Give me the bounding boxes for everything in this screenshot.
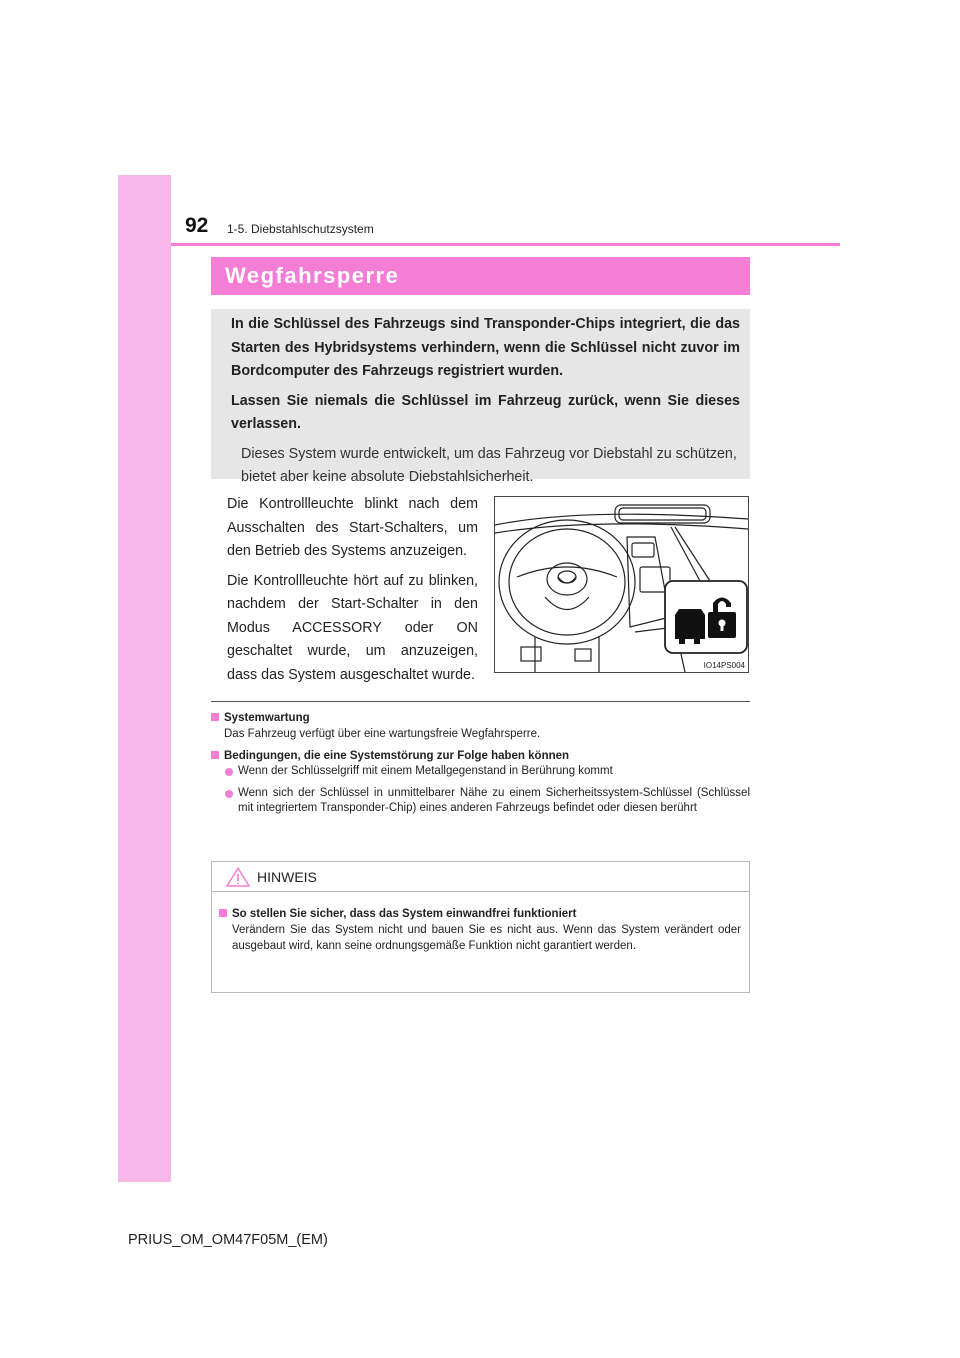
notice-box bbox=[211, 861, 750, 993]
note-heading-1-text: Systemwartung bbox=[224, 712, 310, 724]
note-heading-2 bbox=[211, 748, 750, 764]
circle-bullet-icon bbox=[225, 768, 233, 776]
body-paragraph-1: Die Kontrollleuchte blinkt nach dem Ausschalten des Start-Schalters, um den Betrieb des Systems anzuzeigen. bbox=[227, 496, 478, 559]
note-heading-1 bbox=[211, 710, 750, 726]
intro-bold-2: Lassen Sie niemals die Schlüssel im Fahrzeug zurück, wenn Sie dieses verlassen. bbox=[231, 392, 740, 432]
dashboard-drawing bbox=[495, 497, 748, 672]
intro-normal: Dieses System wurde entwickelt, um das Fahrzeug vor Diebstahl zu schützen, bietet aber keine absolute Diebstahlsicherheit. bbox=[241, 445, 737, 485]
header-rule bbox=[171, 243, 840, 246]
circle-bullet-icon bbox=[225, 790, 233, 798]
section-title-bar bbox=[211, 257, 750, 295]
square-bullet-icon bbox=[219, 909, 227, 917]
list-item-text: Wenn sich der Schlüssel in unmittelbarer Nähe zu einem Sicherheitssystem-Schlüssel (Schlüssel mit integriertem Transponder-Chip) eines anderen Fahrzeugs befindet oder diesen berührt bbox=[238, 786, 750, 814]
figure-code: IO14PS004 bbox=[703, 661, 745, 670]
page-number: 92 bbox=[185, 214, 209, 237]
square-bullet-icon bbox=[211, 713, 219, 721]
chapter-heading: 1-5. Diebstahlschutzsystem bbox=[227, 222, 374, 236]
notice-header bbox=[212, 862, 749, 892]
note-text-1: Das Fahrzeug verfügt über eine wartungsfreie Wegfahrsperre. bbox=[224, 728, 541, 740]
notes-section bbox=[211, 710, 750, 823]
dashboard-illustration bbox=[494, 496, 749, 673]
list-item bbox=[211, 786, 750, 817]
body-paragraph-2: Die Kontrollleuchte hört auf zu blinken, nachdem der Start-Schalter in den Modus ACCESSORY oder ON geschaltet wurde, um anzuzeigen, dass das System ausgeschaltet wurde. bbox=[227, 572, 478, 683]
section-title: Wegfahrsperre bbox=[225, 263, 400, 288]
notice-label: HINWEIS bbox=[257, 869, 317, 885]
intro-box bbox=[211, 309, 750, 485]
note-heading-2-text: Bedingungen, die eine Systemstörung zur Folge haben können bbox=[224, 750, 570, 762]
notice-heading bbox=[219, 906, 741, 922]
notice-body bbox=[212, 892, 749, 954]
document-footer: PRIUS_OM_OM47F05M_(EM) bbox=[128, 1232, 328, 1248]
list-item bbox=[211, 764, 750, 780]
warning-triangle-icon bbox=[226, 867, 250, 887]
side-color-band bbox=[118, 175, 171, 1182]
section-divider bbox=[211, 701, 750, 702]
square-bullet-icon bbox=[211, 751, 219, 759]
notice-text: Verändern Sie das System nicht und bauen Sie es nicht aus. Wenn das System verändert oder ausgebaut wird, kann seine ordnungsgemäße Funktion nicht garantiert werden. bbox=[232, 924, 741, 952]
body-text bbox=[227, 493, 478, 693]
intro-bold-1: In die Schlüssel des Fahrzeugs sind Transponder-Chips integriert, die das Starten des Hybridsystems verhindern, wenn die Schlüssel nicht zuvor im Bordcomputer des Fahrzeugs registriert wurden. bbox=[231, 316, 740, 379]
list-item-text: Wenn der Schlüsselgriff mit einem Metallgegenstand in Berührung kommt bbox=[238, 765, 613, 777]
notice-heading-text: So stellen Sie sicher, dass das System einwandfrei funktioniert bbox=[232, 908, 577, 920]
